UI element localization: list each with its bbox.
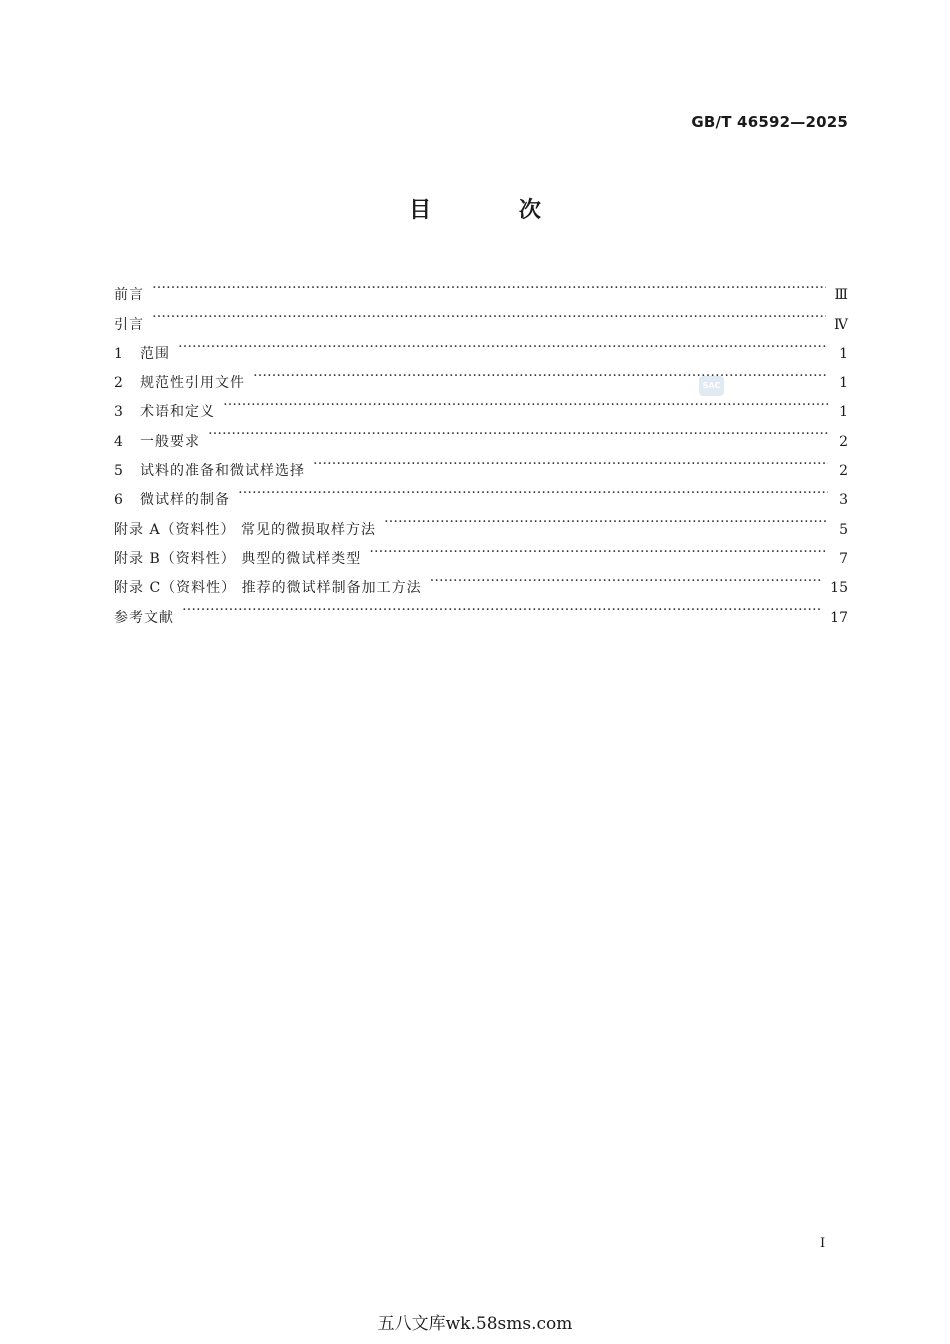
toc-page-number: 1	[839, 375, 848, 392]
toc-page-number: 1	[839, 404, 848, 421]
toc-section-number: 2	[114, 375, 124, 392]
toc-entry-terms-definitions[interactable]	[114, 387, 848, 421]
toc-page-number: Ⅳ	[834, 316, 848, 333]
toc-entry-label: 5 试料的准备和微试样选择	[114, 457, 305, 486]
toc-dot-leader	[238, 475, 828, 504]
toc-dot-leader	[152, 299, 826, 328]
toc-entry-label: 6 微试样的制备	[114, 486, 230, 515]
toc-dot-leader	[313, 446, 828, 475]
toc-dot-leader	[223, 387, 828, 416]
toc-dot-leader	[369, 534, 828, 563]
toc-dot-leader	[178, 329, 828, 358]
toc-entry-introduction[interactable]	[114, 299, 848, 333]
toc-page-number: 3	[839, 492, 848, 509]
sac-watermark: SAC	[699, 376, 724, 396]
footer-site-text: 五八文库wk.58sms.com	[377, 1314, 573, 1334]
toc-entry-label: 引言	[114, 316, 144, 333]
toc-dot-leader	[253, 358, 828, 387]
toc-page-number: Ⅲ	[834, 287, 848, 304]
toc-page-number: 2	[839, 433, 848, 450]
toc-entry-label: 前言	[114, 287, 144, 304]
toc-dot-leader	[182, 592, 822, 621]
toc-entry-label: 2 规范性引用文件	[114, 369, 245, 398]
toc-entry-label: 附录 A（资料性） 常见的微损取样方法	[114, 521, 377, 538]
toc-page-number: 2	[839, 463, 848, 480]
toc-entry-label: 1 范围	[114, 340, 170, 369]
toc-section-number: 4	[114, 433, 124, 450]
toc-entry-label: 3 术语和定义	[114, 398, 215, 427]
toc-entry-scope[interactable]	[114, 329, 848, 362]
toc-page-number: 5	[839, 521, 848, 538]
toc-page-number: 17	[830, 609, 848, 626]
toc-entry-label: 附录 C（资料性） 推荐的微试样制备加工方法	[114, 580, 422, 597]
toc-section-number: 1	[114, 345, 124, 362]
page-number: Ⅰ	[820, 1236, 826, 1251]
toc-entry-normative-references[interactable]	[114, 358, 848, 392]
toc-section-number: 3	[114, 404, 124, 421]
toc-section-number: 5	[114, 463, 124, 480]
toc-dot-leader	[430, 563, 823, 592]
toc-entry-label: 4 一般要求	[114, 428, 200, 457]
standard-number: GB/T 46592—2025	[691, 113, 848, 131]
toc-dot-leader	[384, 504, 828, 533]
toc-dot-leader	[208, 416, 828, 445]
toc-page-number: 15	[830, 580, 848, 597]
toc-entry-bibliography[interactable]	[114, 592, 848, 626]
toc-dot-leader	[152, 270, 826, 299]
toc-entry-general-requirements[interactable]	[114, 416, 848, 450]
toc-entry-foreword[interactable]	[114, 270, 848, 304]
page-title: 目 次	[409, 198, 581, 223]
toc-entry-sample-preparation[interactable]	[114, 446, 848, 480]
toc-section-number: 6	[114, 492, 124, 509]
toc-page-number: 1	[839, 345, 848, 362]
table-of-contents	[114, 270, 848, 626]
toc-entry-label: 附录 B（资料性） 典型的微试样类型	[114, 550, 362, 567]
toc-page-number: 7	[839, 550, 848, 567]
toc-entry-label: 参考文献	[114, 609, 174, 626]
